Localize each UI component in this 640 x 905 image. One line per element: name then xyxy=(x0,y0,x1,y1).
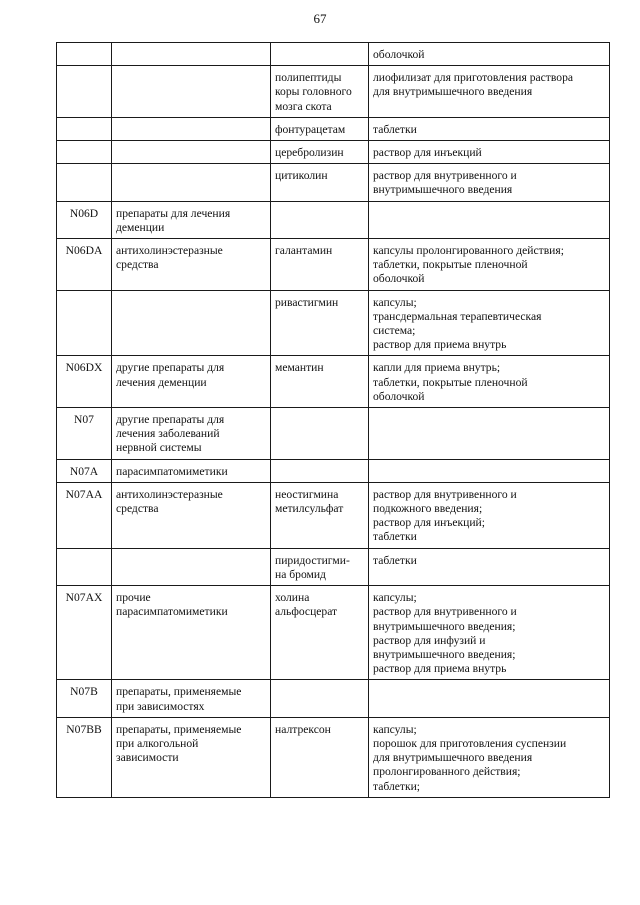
table-row xyxy=(57,164,610,201)
cell-text-line: раствор для приема внутрь xyxy=(373,338,507,352)
table-row xyxy=(57,239,610,291)
cell-text-line: капсулы; xyxy=(373,591,417,605)
cell-text-line: раствор для внутривенного и xyxy=(373,605,517,619)
cell-text-line: капсулы пролонгированного действия; xyxy=(373,244,564,258)
table-row xyxy=(57,717,610,797)
cell-text-line: альфосцерат xyxy=(275,605,338,619)
cell-text-line: цитиколин xyxy=(275,169,328,183)
drug-table xyxy=(56,42,610,798)
atc-code-cell xyxy=(57,117,112,140)
atc-code-cell: N07BB xyxy=(57,717,112,797)
table-row xyxy=(57,408,610,460)
cell-text-line: капсулы; xyxy=(373,295,417,309)
group-name-cell xyxy=(112,290,271,356)
dosage-form-cell xyxy=(369,239,610,291)
drug-name-cell xyxy=(271,290,369,356)
group-name-cell xyxy=(112,408,271,460)
table-row xyxy=(57,548,610,585)
table-row xyxy=(57,290,610,356)
cell-text-line: галантамин xyxy=(275,244,333,258)
group-name-cell xyxy=(112,239,271,291)
cell-text-line: раствор для инъекций; xyxy=(373,516,485,530)
cell-text-line: для внутримышечного введения xyxy=(373,751,533,765)
table-row xyxy=(57,482,610,548)
drug-name-cell xyxy=(271,548,369,585)
drug-name-cell xyxy=(271,459,369,482)
dosage-form-cell xyxy=(369,164,610,201)
cell-text-line: таблетки, покрытые пленочной xyxy=(373,258,528,272)
cell-text-line: таблетки xyxy=(373,530,417,544)
cell-text-line: полипептиды xyxy=(275,71,342,85)
cell-text-line: для внутримышечного введения xyxy=(373,85,533,99)
cell-text-line: раствор для инъекций xyxy=(373,146,482,160)
cell-text-line: капли для приема внутрь; xyxy=(373,361,501,375)
group-name-cell xyxy=(112,548,271,585)
cell-text-line: другие препараты для xyxy=(116,361,225,375)
cell-text-line: внутримышечного введения xyxy=(373,183,513,197)
table-row xyxy=(57,117,610,140)
table-row xyxy=(57,66,610,118)
dosage-form-cell xyxy=(369,356,610,408)
cell-text-line: другие препараты для xyxy=(116,413,225,427)
group-name-cell xyxy=(112,117,271,140)
drug-name-cell xyxy=(271,141,369,164)
atc-code-cell: N06DX xyxy=(57,356,112,408)
group-name-cell xyxy=(112,459,271,482)
dosage-form-cell xyxy=(369,117,610,140)
dosage-form-cell xyxy=(369,482,610,548)
cell-text-line: при алкогольной xyxy=(116,736,199,750)
atc-code-cell: N07A xyxy=(57,459,112,482)
drug-name-cell xyxy=(271,356,369,408)
cell-text-line: раствор для внутривенного и xyxy=(373,487,517,501)
dosage-form-cell xyxy=(369,548,610,585)
cell-text-line: таблетки; xyxy=(373,779,421,793)
page-number: 67 xyxy=(313,11,327,26)
cell-text-line: коры головного xyxy=(275,85,352,99)
cell-text-line: неостигмина xyxy=(275,487,339,501)
drug-name-cell xyxy=(271,680,369,717)
drug-name-cell xyxy=(271,239,369,291)
drug-name-cell xyxy=(271,408,369,460)
group-name-cell xyxy=(112,66,271,118)
cell-text-line: препараты для лечения xyxy=(116,206,231,220)
cell-text-line: раствор для инфузий и xyxy=(373,633,486,647)
cell-text-line: мемантин xyxy=(275,361,324,375)
cell-text-line: нервной системы xyxy=(116,441,202,455)
cell-text-line: парасимпатомиметики xyxy=(116,605,228,619)
drug-name-cell xyxy=(271,43,369,66)
cell-text-line: мозга скота xyxy=(275,99,332,113)
atc-code-cell: N07AX xyxy=(57,586,112,680)
atc-code-cell xyxy=(57,290,112,356)
table-body xyxy=(57,43,610,798)
cell-text-line: раствор для внутривенного и xyxy=(373,169,517,183)
cell-text-line: оболочкой xyxy=(373,48,425,61)
atc-code-cell xyxy=(57,548,112,585)
drug-name-cell xyxy=(271,717,369,797)
group-name-cell xyxy=(112,141,271,164)
group-name-cell xyxy=(112,356,271,408)
cell-text-line: фонтурацетам xyxy=(275,122,346,136)
cell-text-line: таблетки xyxy=(373,553,417,567)
cell-text-line: лиофилизат для приготовления раствора xyxy=(373,71,574,85)
drug-name-cell xyxy=(271,482,369,548)
cell-text-line: метилсульфат xyxy=(275,502,344,516)
cell-text-line: деменции xyxy=(116,220,165,234)
cell-text-line: ривастигмин xyxy=(275,295,339,309)
group-name-cell xyxy=(112,717,271,797)
drug-name-cell xyxy=(271,201,369,238)
table-row xyxy=(57,43,610,66)
cell-text-line: при зависимостях xyxy=(116,699,205,713)
dosage-form-cell xyxy=(369,141,610,164)
cell-text-line: лечения заболеваний xyxy=(116,427,220,441)
group-name-cell xyxy=(112,43,271,66)
group-name-cell xyxy=(112,482,271,548)
atc-code-cell: N07B xyxy=(57,680,112,717)
cell-text-line: таблетки, покрытые пленочной xyxy=(373,375,528,389)
cell-text-line: парасимпатомиметики xyxy=(116,464,228,478)
cell-text-line: пролонгированного действия; xyxy=(373,765,521,779)
drug-name-cell xyxy=(271,586,369,680)
table-row xyxy=(57,586,610,680)
table-row xyxy=(57,141,610,164)
atc-code-cell xyxy=(57,66,112,118)
cell-text-line: зависимости xyxy=(116,751,179,765)
cell-text-line: подкожного введения; xyxy=(373,502,483,516)
cell-text-line: оболочкой xyxy=(373,389,425,403)
cell-text-line: антихолинэстеразные xyxy=(116,487,223,501)
table-row xyxy=(57,459,610,482)
dosage-form-cell xyxy=(369,459,610,482)
cell-text-line: препараты, применяемые xyxy=(116,685,242,699)
dosage-form-cell xyxy=(369,408,610,460)
drug-name-cell xyxy=(271,164,369,201)
dosage-form-cell xyxy=(369,43,610,66)
atc-code-cell: N06DA xyxy=(57,239,112,291)
drug-name-cell xyxy=(271,117,369,140)
dosage-form-cell xyxy=(369,717,610,797)
table-row xyxy=(57,356,610,408)
cell-text-line: пиридостигми- xyxy=(275,553,350,567)
atc-code-cell xyxy=(57,164,112,201)
cell-text-line: капсулы; xyxy=(373,722,417,736)
cell-text-line: внутримышечного введения; xyxy=(373,619,516,633)
group-name-cell xyxy=(112,586,271,680)
atc-code-cell: N07AA xyxy=(57,482,112,548)
dosage-form-cell xyxy=(369,586,610,680)
cell-text-line: оболочкой xyxy=(373,272,425,286)
cell-text-line: налтрексон xyxy=(275,722,331,736)
cell-text-line: лечения деменции xyxy=(116,375,207,389)
atc-code-cell: N06D xyxy=(57,201,112,238)
group-name-cell xyxy=(112,680,271,717)
cell-text-line: трансдермальная терапевтическая xyxy=(373,309,542,323)
cell-text-line: раствор для приема внутрь xyxy=(373,662,507,676)
cell-text-line: холина xyxy=(275,591,310,605)
cell-text-line: средства xyxy=(116,502,159,516)
cell-text-line: церебролизин xyxy=(275,146,344,160)
dosage-form-cell xyxy=(369,201,610,238)
dosage-form-cell xyxy=(369,290,610,356)
table-row xyxy=(57,680,610,717)
cell-text-line: на бромид xyxy=(275,567,326,581)
atc-code-cell xyxy=(57,141,112,164)
cell-text-line: средства xyxy=(116,258,159,272)
atc-code-cell: N07 xyxy=(57,408,112,460)
table-row xyxy=(57,201,610,238)
group-name-cell xyxy=(112,164,271,201)
cell-text-line: система; xyxy=(373,324,416,338)
atc-code-cell xyxy=(57,43,112,66)
dosage-form-cell xyxy=(369,66,610,118)
group-name-cell xyxy=(112,201,271,238)
cell-text-line: внутримышечного введения; xyxy=(373,647,516,661)
dosage-form-cell xyxy=(369,680,610,717)
cell-text-line: прочие xyxy=(116,591,151,605)
drug-name-cell xyxy=(271,66,369,118)
cell-text-line: препараты, применяемые xyxy=(116,722,242,736)
cell-text-line: антихолинэстеразные xyxy=(116,244,223,258)
cell-text-line: таблетки xyxy=(373,122,417,136)
cell-text-line: порошок для приготовления суспензии xyxy=(373,736,567,750)
